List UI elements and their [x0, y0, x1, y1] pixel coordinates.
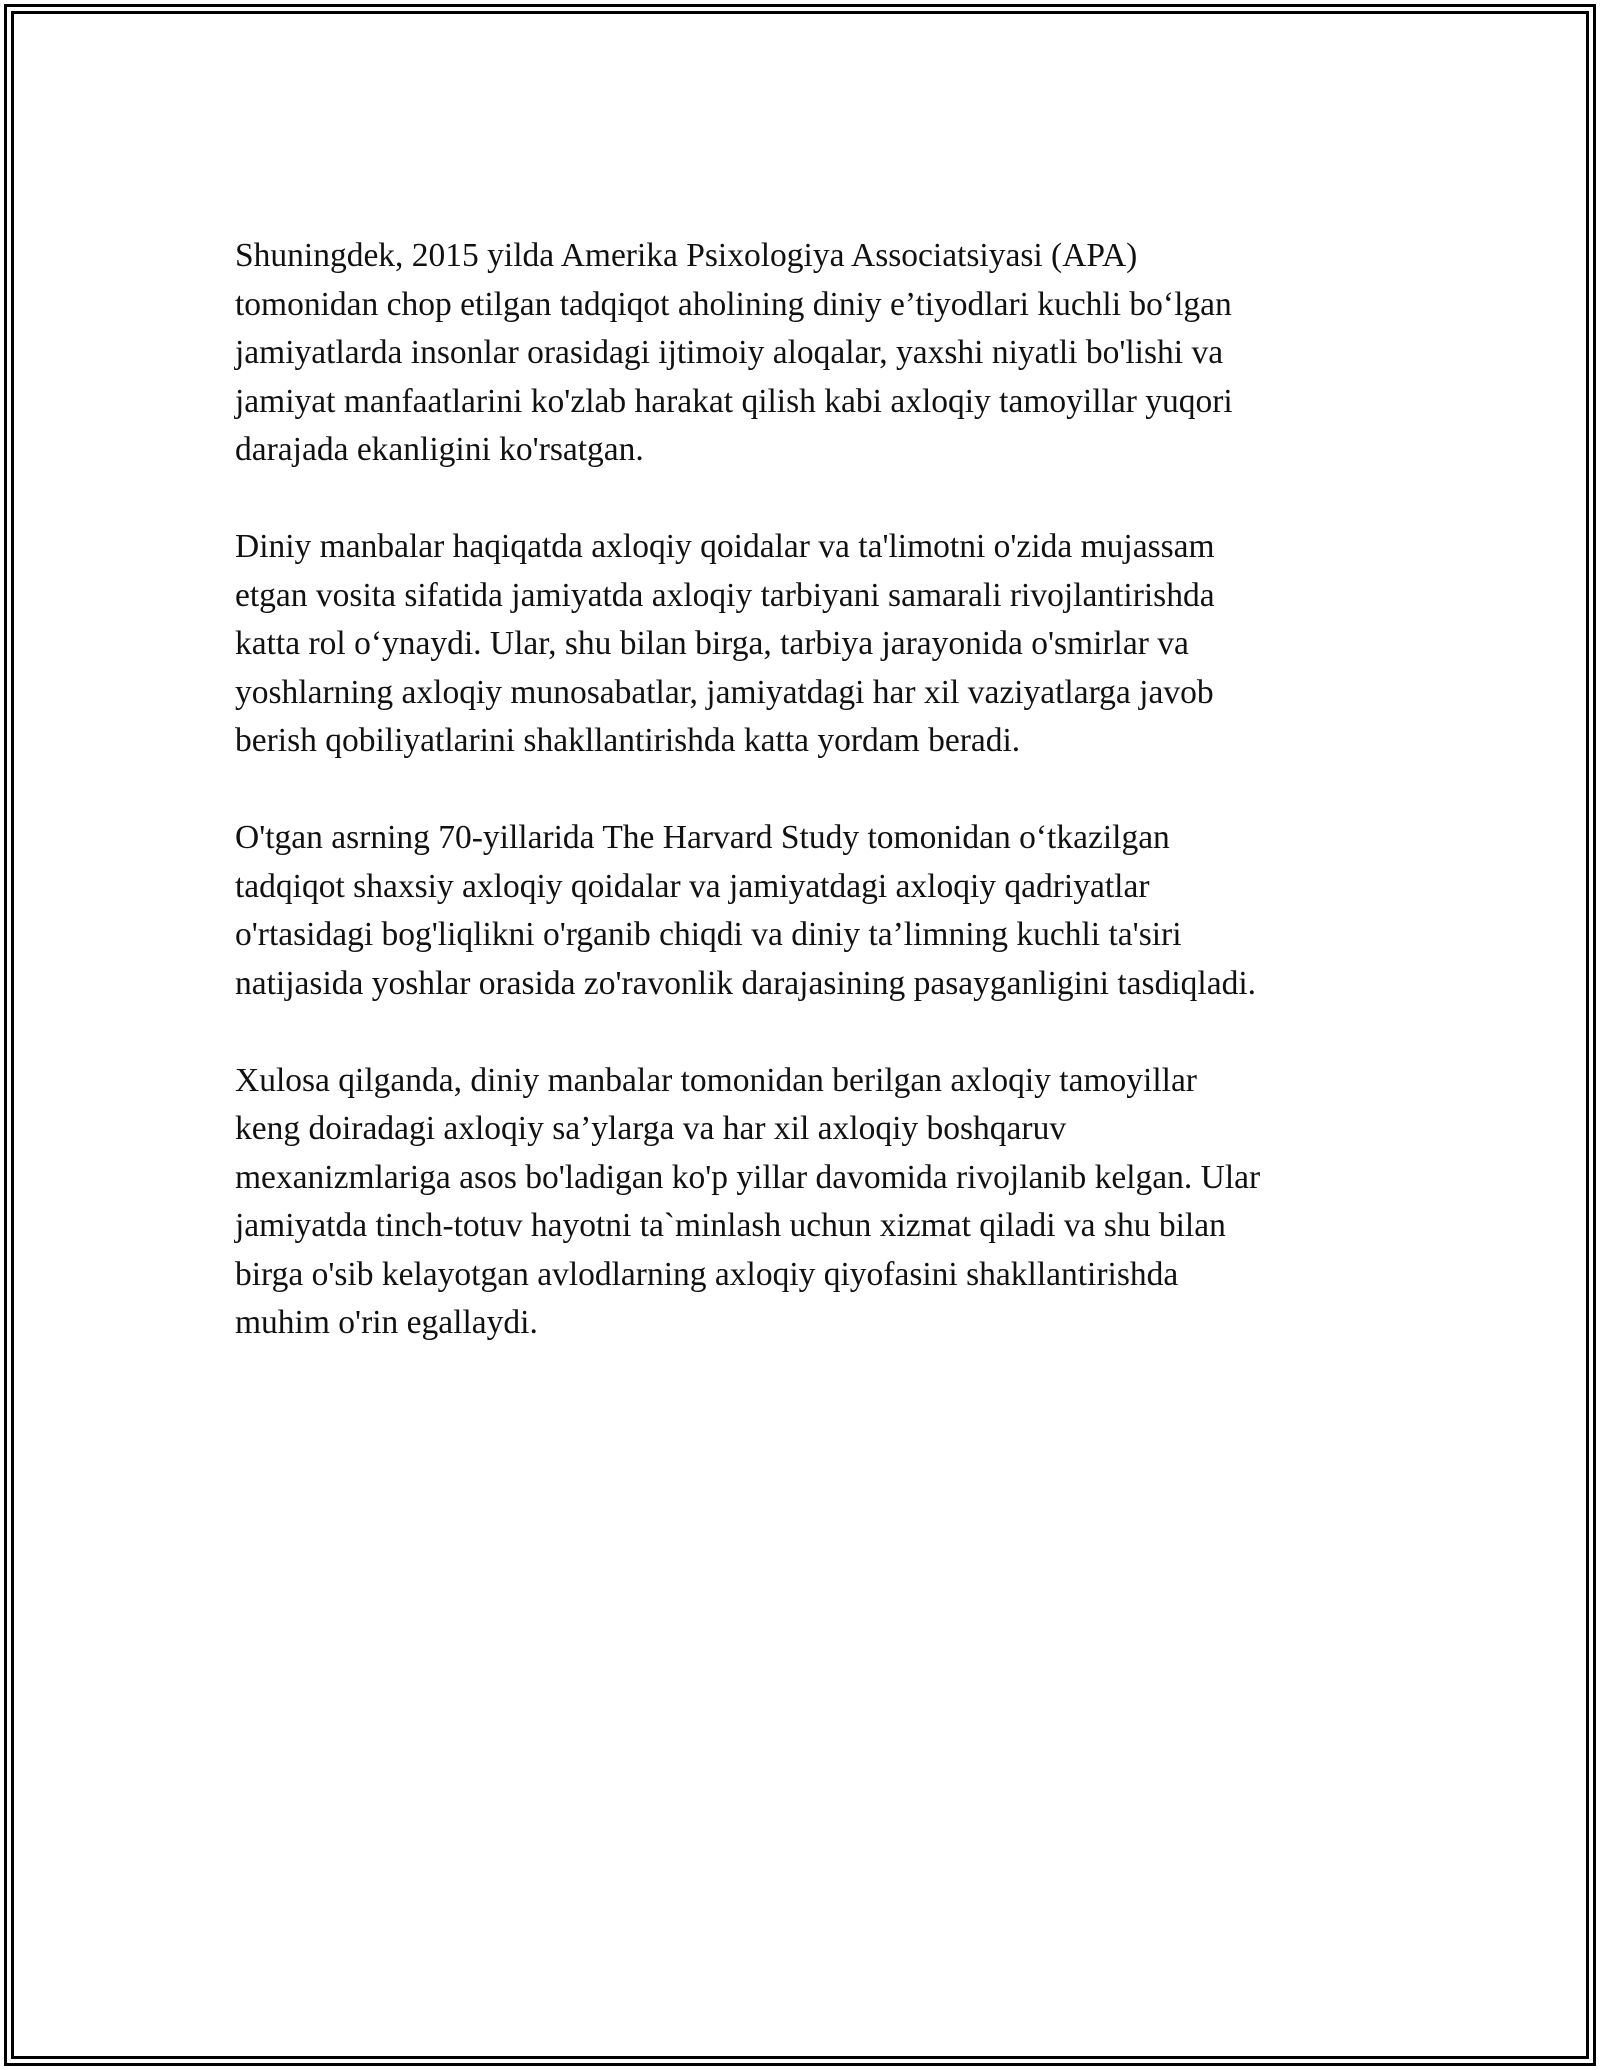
paragraph-conclusion: Xulosa qilganda, diniy manbalar tomonidan berilgan axloqiy tamoyillar keng doiradagi axloqiy sa’ylarga va har xil axloqiy boshqaruv mexanizmlariga asos bo'ladigan ko'p yillar davomida rivojlanib kelgan. Ular jamiyatda tinch-totuv hayotni ta`minlash uchun xizmat qiladi va shu bilan birga o'sib kelayotgan avlodlarning axloqiy qiyofasini shakllantirishda muhim o'rin egallaydi.: [235, 1061, 1261, 1341]
document-body: [235, 232, 1375, 1348]
paragraph-religious-sources: Diniy manbalar haqiqatda axloqiy qoidalar va ta'limotni o'zida mujassam etgan vosita sifatida jamiyatda axloqiy tarbiyani samarali rivojlantirishda katta rol o‘ynaydi. Ular, shu bilan birga, tarbiya jarayonida o'smirlar va yoshlarning axloqiy munosabatlar, jamiyatdagi har xil vaziyatlarga javob berish qobiliyatlarini shakllantirishda katta yordam beradi.: [235, 528, 1215, 759]
paragraph-apa-study: Shuningdek, 2015 yilda Amerika Psixologiya Associatsiyasi (APA) tomonidan chop etilgan tadqiqot aholining diniy e’tiyodlari kuchli bo‘lgan jamiyatlarda insonlar orasidagi ijtimoiy aloqalar, yaxshi niyatli bo'lishi va jamiyat manfaatlarini ko'zlab harakat qilish kabi axloqiy tamoyillar yuqori darajada ekanligini ko'rsatgan.: [235, 237, 1233, 468]
paragraph-harvard-study: O'tgan asrning 70-yillarida The Harvard Study tomonidan o‘tkazilgan tadqiqot shaxsiy axloqiy qoidalar va jamiyatdagi axloqiy qadriyatlar o'rtasidagi bog'liqlikni o'rganib chiqdi va diniy ta’limning kuchli ta'siri natijasida yoshlar orasida zo'ravonlik darajasining pasayganligini tasdiqladi.: [235, 819, 1256, 1002]
